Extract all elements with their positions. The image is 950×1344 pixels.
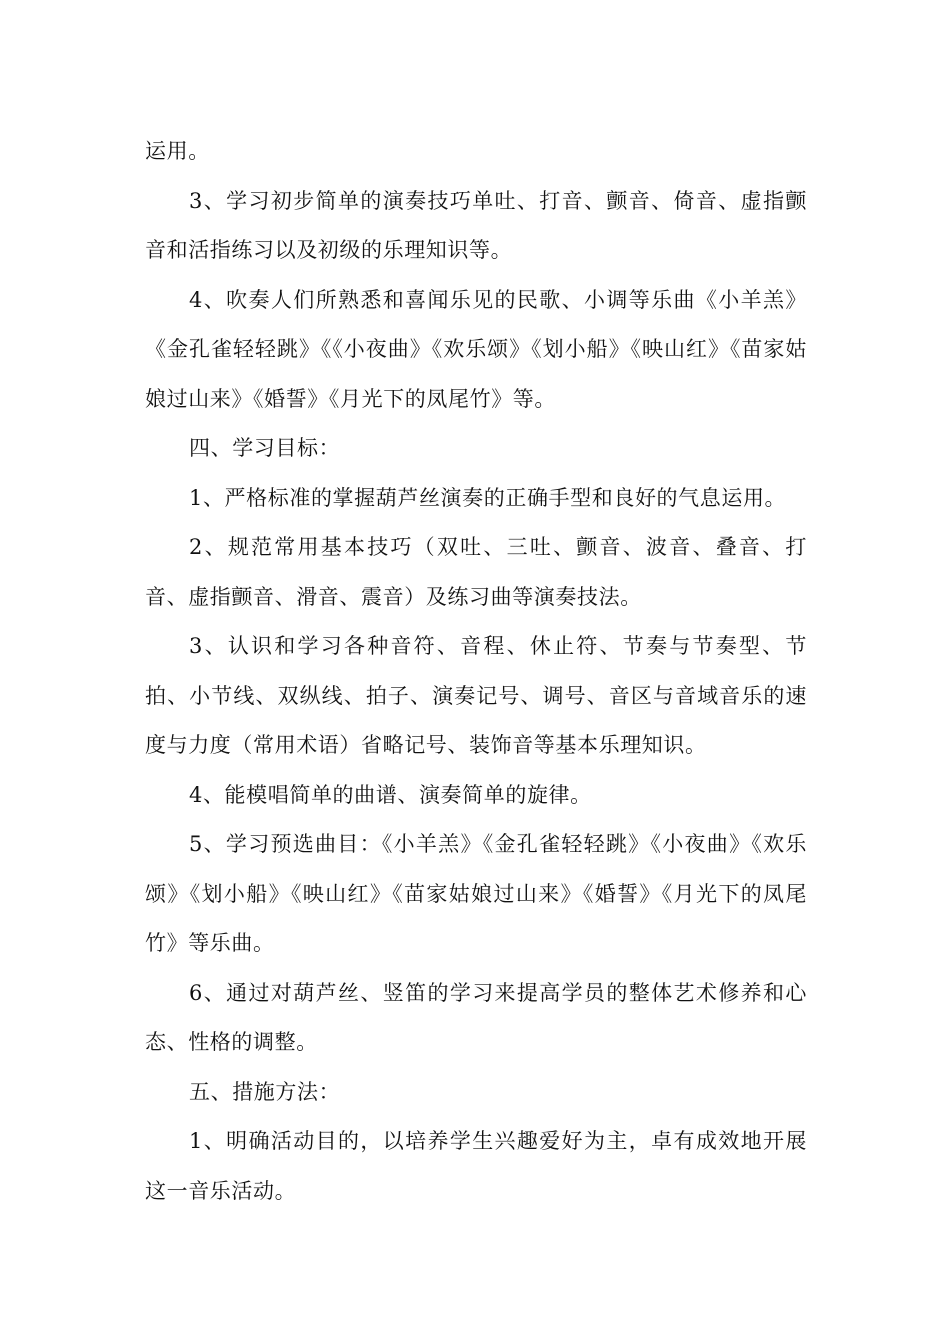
paragraph-measure-1: 1、明确活动目的，以培养学生兴趣爱好为主，卓有成效地开展这一音乐活动。 xyxy=(145,1129,807,1203)
section-heading-measures: 五、措施方法： xyxy=(189,1079,341,1104)
paragraph-goal-4: 4、能模唱简单的曲谱、演奏简单的旋律。 xyxy=(189,782,592,807)
document-body xyxy=(145,127,807,1216)
paragraph-goal-5: 5、学习预选曲目：《小羊羔》《金孔雀轻轻跳》《小夜曲》《欢乐颂》《划小船》《映山红》《苗家姑娘过山来》《婚誓》《月光下的凤尾竹》等乐曲。 xyxy=(145,832,807,955)
paragraph-item-4-songs: 4、吹奏人们所熟悉和喜闻乐见的民歌、小调等乐曲《小羊羔》《金孔雀轻轻跳》《《小夜曲》《欢乐颂》《划小船》《映山红》《苗家姑娘过山来》《婚誓》《月光下的凤尾竹》等。 xyxy=(145,287,807,411)
paragraph-continuation: 运用。 xyxy=(145,139,210,163)
section-heading-learning-goals: 四、学习目标： xyxy=(189,436,341,460)
paragraph-goal-1: 1、严格标准的掌握葫芦丝演奏的正确手型和良好的气息运用。 xyxy=(189,485,787,510)
paragraph-item-3-techniques: 3、学习初步简单的演奏技巧单吐、打音、颤音、倚音、虚指颤音和活指练习以及初级的乐理知识等。 xyxy=(145,188,807,262)
paragraph-goal-2: 2、规范常用基本技巧（双吐、三吐、颤音、波音、叠音、打音、虚指颤音、滑音、震音）及练习曲等演奏技法。 xyxy=(145,535,807,609)
paragraph-goal-6: 6、通过对葫芦丝、竖笛的学习来提高学员的整体艺术修养和心态、性格的调整。 xyxy=(145,980,807,1054)
paragraph-goal-3: 3、认识和学习各种音符、音程、休止符、节奏与节奏型、节拍、小节线、双纵线、拍子、演奏记号、调号、音区与音域音乐的速度与力度（常用术语）省略记号、装饰音等基本乐理知识。 xyxy=(145,634,807,757)
